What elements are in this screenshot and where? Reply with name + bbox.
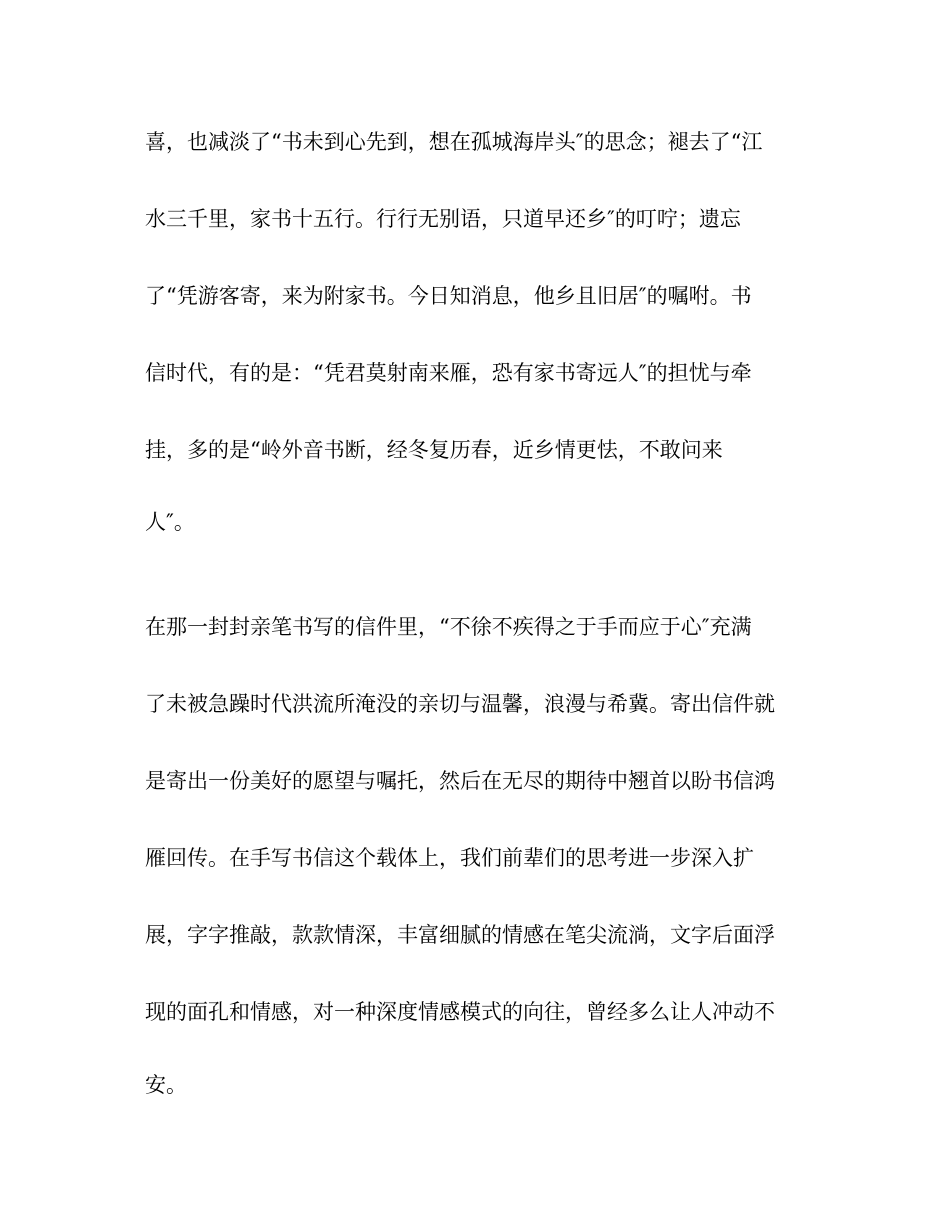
text-line: 人″。 bbox=[145, 510, 195, 534]
text-line: 雁回传。在手写书信这个载体上，我们前辈们的思考进一步深入扩 bbox=[145, 846, 754, 870]
text-line: 喜，也减淡了“书未到心先到，想在孤城海岸头″的思念；褪去了“江 bbox=[145, 130, 763, 154]
text-line: 现的面孔和情感，对一种深度情感模式的向往，曾经多么让人冲动不 bbox=[145, 1000, 775, 1024]
text-line: 展，字字推敲，款款情深，丰富细腻的情感在笔尖流淌，文字后面浮 bbox=[145, 923, 775, 947]
text-line: 在那一封封亲笔书写的信件里，“不徐不疾得之于手而应于心″充满 bbox=[145, 615, 752, 639]
text-line: 挂，多的是“岭外音书断，经冬复历春，近乡情更怯，不敢问来 bbox=[145, 438, 723, 462]
text-line: 安。 bbox=[145, 1073, 187, 1097]
text-line: 是寄出一份美好的愿望与嘱托，然后在无尽的期待中翘首以盼书信鸿 bbox=[145, 769, 775, 793]
text-line: 了“凭游客寄，来为附家书。今日知消息，他乡且旧居″的嘱咐。书 bbox=[145, 284, 752, 308]
text-line: 信时代，有的是：“凭君莫射南来雁，恐有家书寄远人″的担忧与牵 bbox=[145, 361, 752, 385]
text-line: 水三千里，家书十五行。行行无别语，只道早还乡″的叮咛；遗忘 bbox=[145, 207, 741, 231]
text-line: 了未被急躁时代洪流所淹没的亲切与温馨，浪漫与希冀。寄出信件就 bbox=[145, 692, 775, 716]
